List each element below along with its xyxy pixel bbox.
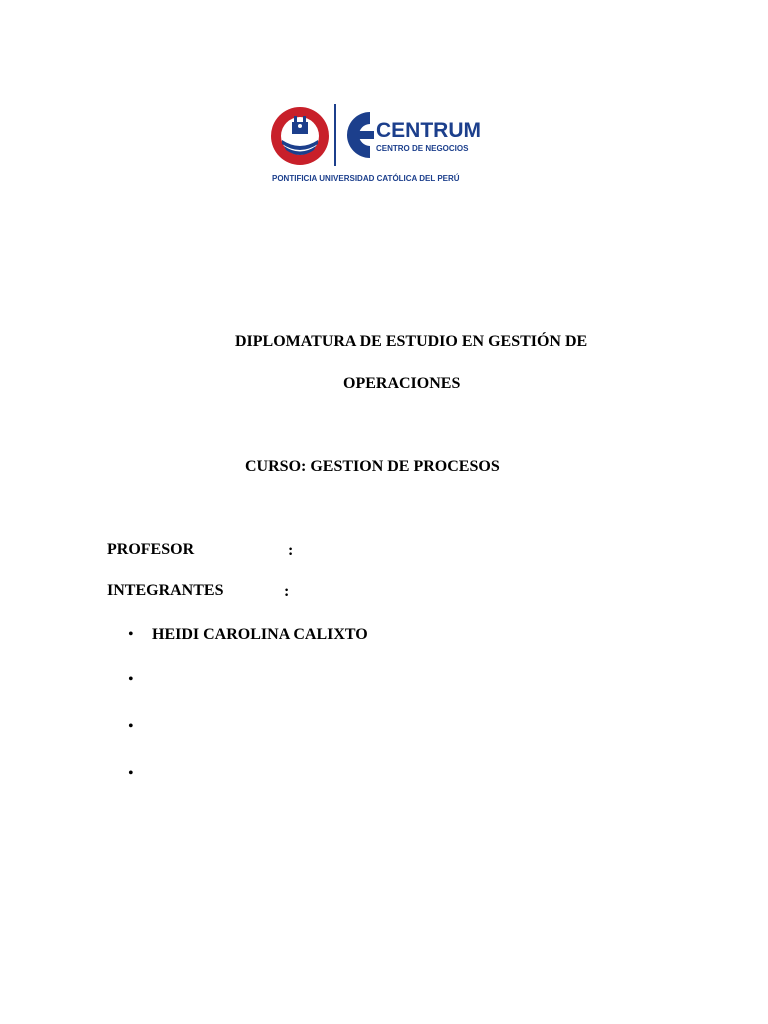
bullet-icon: • (128, 626, 134, 643)
bullet-icon: • (128, 765, 134, 782)
professor-label: PROFESOR (107, 541, 195, 558)
document-title-line-1: DIPLOMATURA DE ESTUDIO EN GESTIÓN DE (235, 333, 588, 350)
bullet-icon: • (128, 671, 134, 688)
pucp-centrum-logo (270, 100, 480, 192)
member-item: HEIDI CAROLINA CALIXTO (152, 626, 368, 643)
members-label: INTEGRANTES (107, 582, 224, 599)
centrum-e-icon (347, 112, 374, 158)
logo-divider (334, 104, 336, 166)
university-name: PONTIFICIA UNIVERSIDAD CATÓLICA DEL PERÚ (272, 174, 460, 183)
course-name: CURSO: GESTION DE PROCESOS (245, 458, 500, 475)
centrum-name: CENTRUM (376, 119, 481, 142)
pucp-seal-icon (271, 107, 329, 165)
bullet-icon: • (128, 718, 134, 735)
professor-colon: : (288, 542, 294, 559)
centrum-subtitle: CENTRO DE NEGOCIOS (376, 144, 469, 153)
document-title-line-2: OPERACIONES (343, 375, 461, 392)
members-colon: : (284, 583, 290, 600)
